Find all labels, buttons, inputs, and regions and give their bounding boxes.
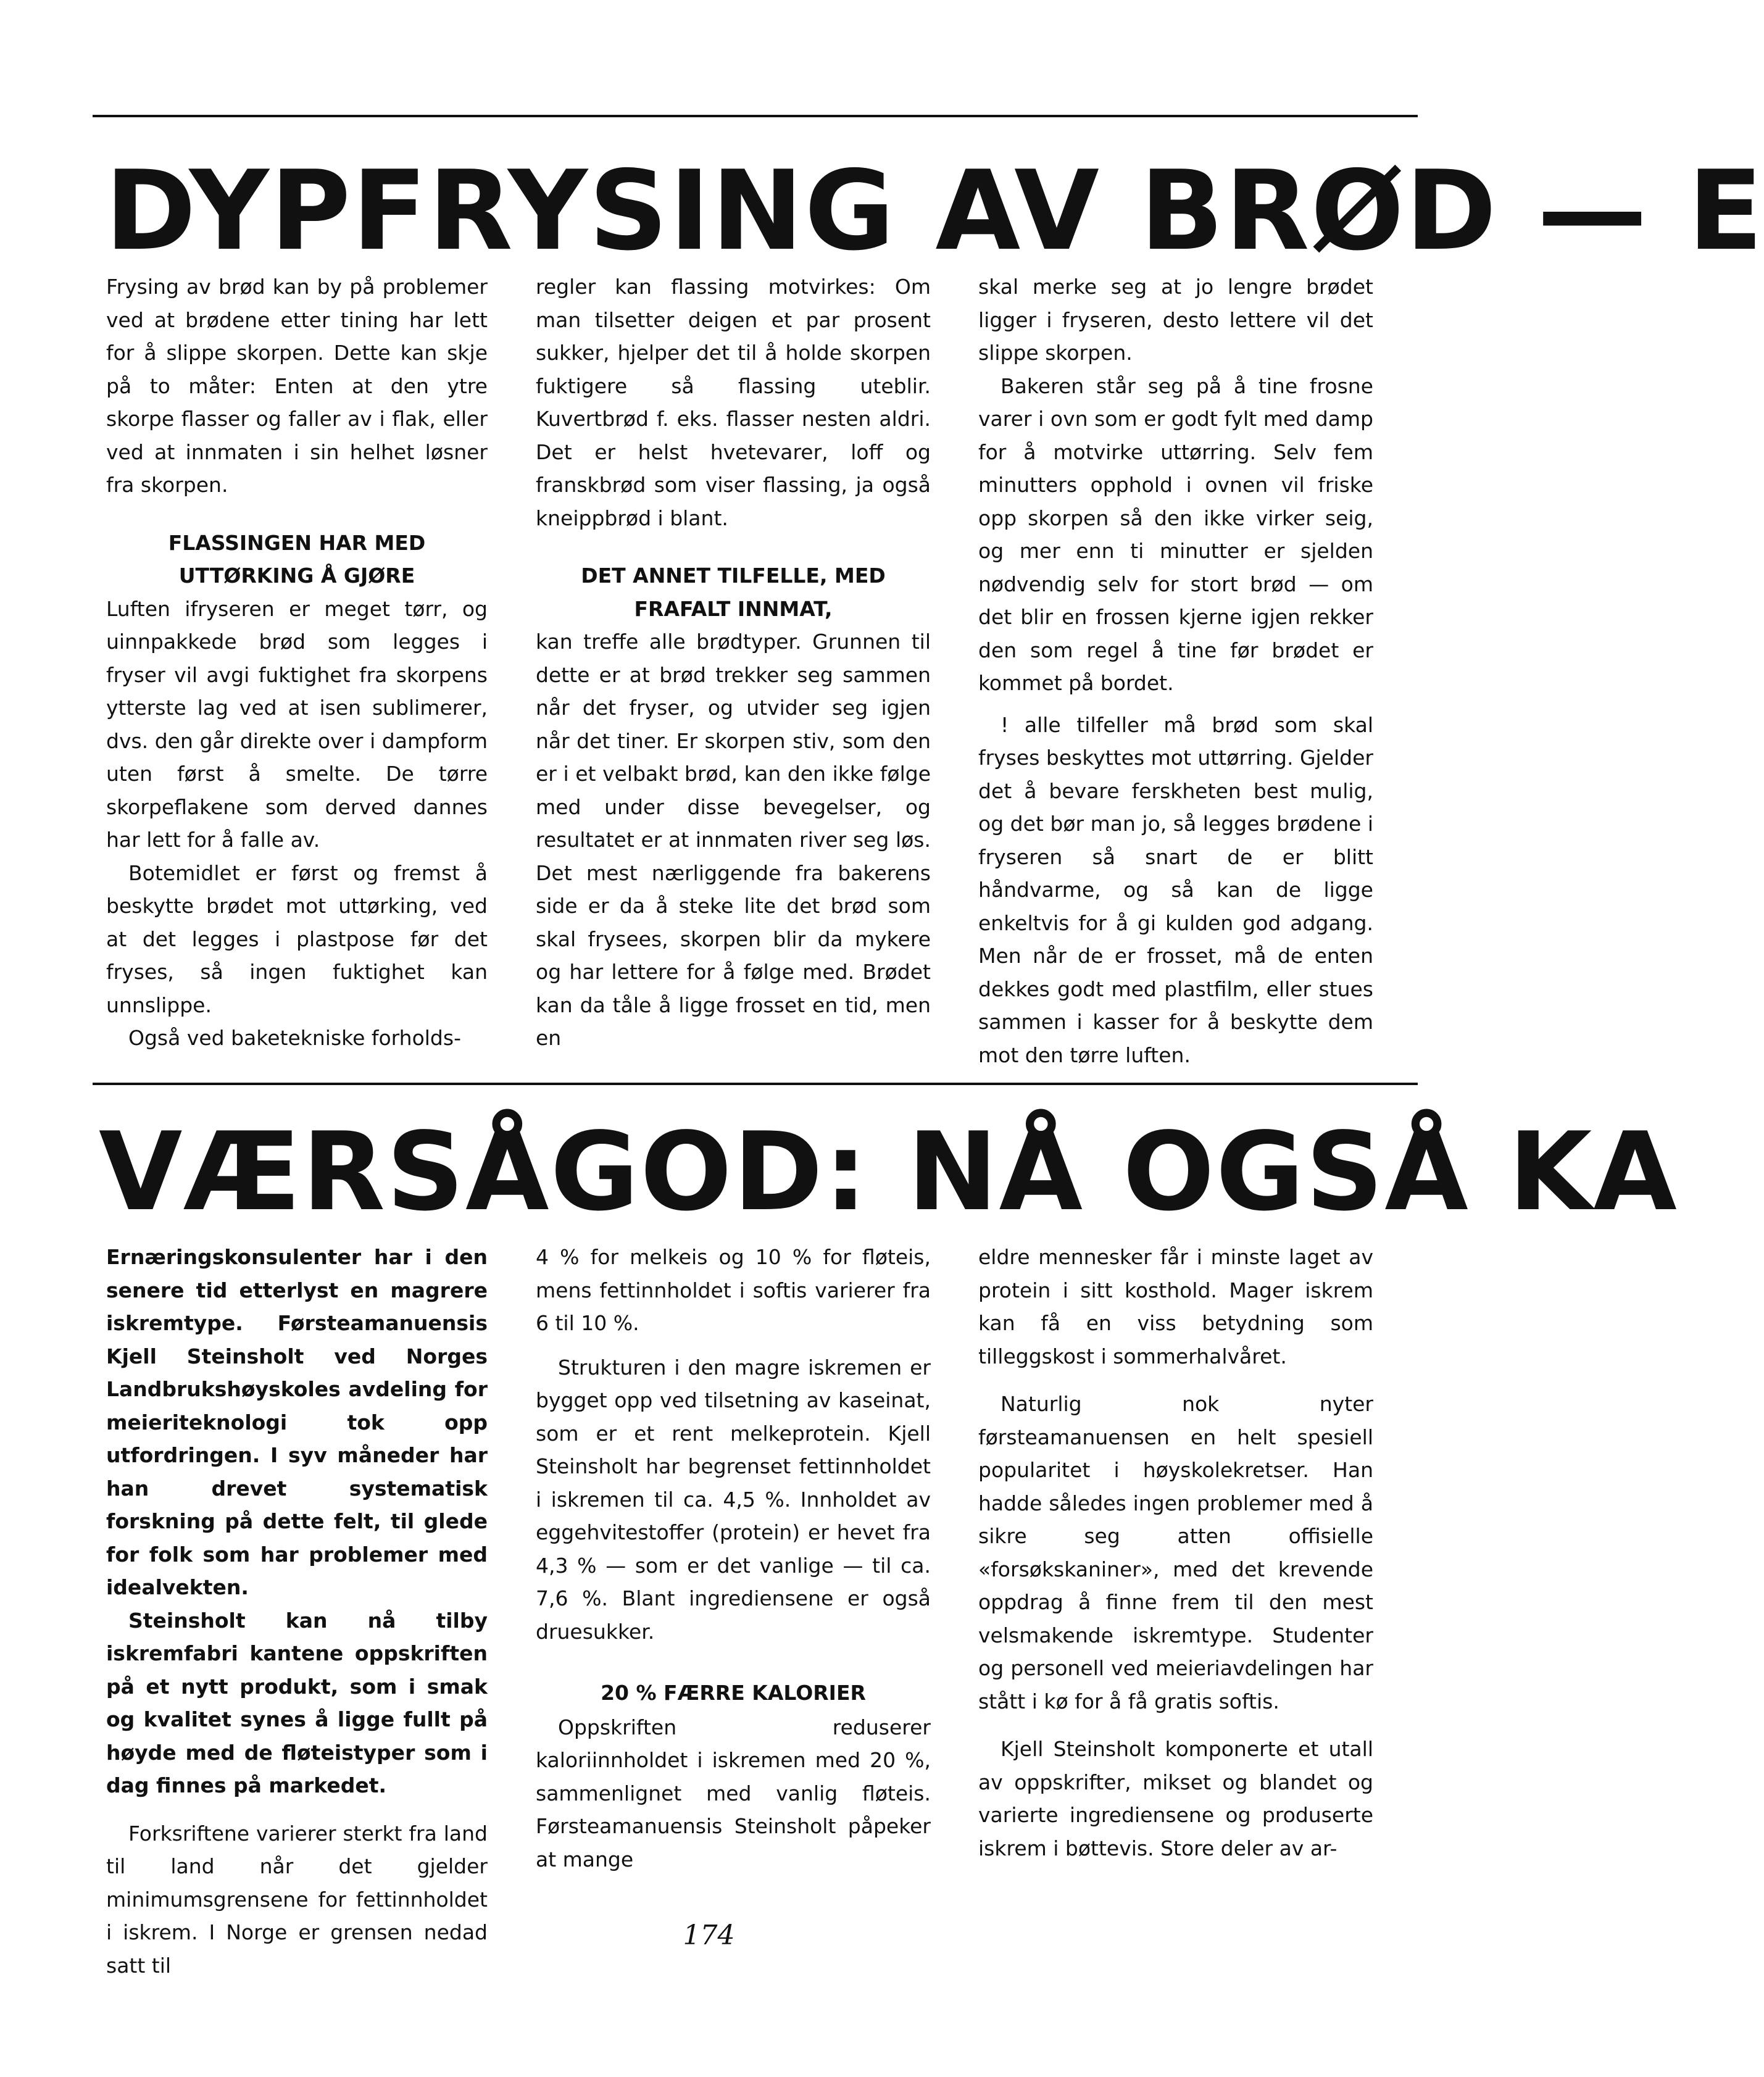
article2-col2-paragraph: Oppskriften reduserer kaloriinnholdet i iskremen med 20 %, sammenlignet med vanlig fløteis. Førsteamanuensis Steinsholt påpeker at mange bbox=[536, 1715, 931, 1871]
article2-subhead: 20 % FÆRRE KALORIER bbox=[601, 1681, 866, 1705]
top-rule bbox=[93, 115, 1418, 117]
article1-col2-paragraph: kan treffe alle brødtyper. Grunnen til dette er at brød trekker seg sammen når det fryser, og utvider seg igjen når det tiner. Er skorpen stiv, som den er i et velbakt brød, kan den ikke følge med under disse bevegelser, og resultatet er at innmaten river seg løs. Det mest nærliggende fra bakerens side er da å steke lite det brød som skal frysees, skorpen blir da mykere og har lettere for å følge med. Brødet kan da tåle å ligge frosset en tid, men en bbox=[536, 630, 931, 1050]
article1-subhead-2 bbox=[536, 559, 931, 625]
article1-subhead-1-line1: FLASSINGEN HAR MED bbox=[168, 530, 426, 555]
article2-col2-paragraph: Strukturen i den magre iskremen er bygget opp ved tilsetning av kaseinat, som er et rent melkeprotein. Kjell Steinsholt har begrenset fettinnholdet i iskremen til ca. 4,5 %. Innholdet av eggehvitestoffer (protein) er hevet fra 4,3 % — som er det vanlige — til ca. 7,6 %. Blant ingrediensene er også druesukker. bbox=[536, 1355, 931, 1644]
article1-column-3 bbox=[978, 270, 1373, 1072]
page-number: 174 bbox=[683, 1920, 735, 1951]
middle-rule bbox=[93, 1083, 1418, 1085]
article1-col2-paragraph: regler kan flassing motvirkes: Om man tilsetter deigen et par prosent sukker, hjelper det til å holde skorpen fuktigere så flassing uteblir. Kuvertbrød f. eks. flasser nesten aldri. Det er helst hvetevarer, loff og franskbrød som viser flassing, ja også kneippbrød i blant. bbox=[536, 275, 931, 530]
article1-col1-paragraph: Frysing av brød kan by på problemer ved at brødene etter tining har lett for å slippe skorpen. Dette kan skje på to måter: Enten at den ytre skorpe flasser og faller av i flak, eller ved at innmaten i sin helhet løsner fra skorpen. bbox=[106, 275, 488, 497]
article2-lead bbox=[106, 1241, 488, 1802]
article2-col2-paragraph: 4 % for melkeis og 10 % for fløteis, mens fettinnholdet i softis varierer fra 6 til 10 %. bbox=[536, 1245, 931, 1335]
article1-headline: DYPFRYSING AV BRØD — E bbox=[105, 147, 1764, 275]
article2-headline: VÆRSÅGOD: NÅ OGSÅ KA bbox=[99, 1110, 1678, 1235]
article2-column-3 bbox=[978, 1241, 1373, 1865]
article1-column-1 bbox=[106, 270, 488, 1055]
article1-col1-paragraph: Luften ifryseren er meget tørr, og uinnpakkede brød som legges i fryser vil avgi fuktighet fra skorpens ytterste lag ved at isen sublimerer, dvs. den går direkte over i dampform uten først å smelte. De tørre skorpeflakene som derved dannes har lett for å falle av. bbox=[106, 596, 488, 852]
article1-subhead-2-line1: DET ANNET TILFELLE, MED bbox=[581, 564, 886, 588]
article2-column-1 bbox=[106, 1241, 488, 1982]
article1-subhead-2-line2: FRAFALT INNMAT, bbox=[634, 596, 833, 621]
article2-column-2 bbox=[536, 1241, 931, 1876]
article2-lead-paragraph: Ernæringskonsulenter har i den senere tid etterlyst en magrere iskremtype. Førsteamanuensis Kjell Steinsholt ved Norges Landbrukshøyskoles avdeling for meieriteknologi tok opp utfordringen. I syv måneder har han drevet systematisk forskning på dette felt, til glede for folk som har problemer med idealvekten. bbox=[106, 1245, 488, 1599]
article1-column-2 bbox=[536, 270, 931, 1055]
article1-col1-paragraph: Botemidlet er først og fremst å beskytte brødet mot uttørking, ved at det legges i plastpose før det fryses, så ingen fuktighet kan unnslippe. bbox=[106, 860, 488, 1017]
article1-col1-paragraph: Også ved baketekniske forholds- bbox=[128, 1026, 461, 1050]
article2-col3-paragraph: Naturlig nok nyter førsteamanuensen en helt spesiell popularitet i høyskolekretser. Han hadde således ingen problemer med å sikre seg atten offisielle «forsøkskaniner», med det krevende oppdrag å finne frem til den mest velsmakende iskremtype. Studenter og personell ved meieriavdelingen har stått i kø for å få gratis softis. bbox=[978, 1392, 1373, 1713]
article1-subhead-1-line2: UTTØRKING Å GJØRE bbox=[178, 564, 415, 588]
article1-col3-paragraph: skal merke seg at jo lengre brødet ligger i fryseren, desto lettere vil det slippe skorpen. bbox=[978, 275, 1373, 365]
article2-col3-paragraph: Kjell Steinsholt komponerte et utall av oppskrifter, mikset og blandet og varierte ingrediensene og produserte iskrem i bøttevis. Store deler av ar- bbox=[978, 1737, 1373, 1860]
article1-subhead-1 bbox=[106, 527, 488, 593]
article1-col3-paragraph: Bakeren står seg på å tine frosne varer i ovn som er godt fylt med damp for å motvirke uttørring. Selv fem minutters opphold i ovnen vil friske opp skorpen så den ikke virker seig, og mer enn ti minutter er sjelden nødvendig selv for stort brød — om det blir en frossen kjerne igjen rekker den som regel å tine før brødet er kommet på bordet. bbox=[978, 373, 1373, 695]
article2-col3-paragraph: eldre mennesker får i minste laget av protein i sitt kosthold. Mager iskrem kan få en viss betydning som tilleggskost i sommerhalvåret. bbox=[978, 1245, 1373, 1368]
article2-col1-paragraph: Forksriftene varierer sterkt fra land til land når det gjelder minimumsgrensene for fettinnholdet i iskrem. I Norge er grensen nedad satt til bbox=[106, 1821, 488, 1978]
article2-lead-paragraph: Steinsholt kan nå tilby iskremfabri kantene oppskriften på et nytt produkt, som i smak og kvalitet synes å ligge fullt på høyde med de fløteistyper som i dag finnes på markedet. bbox=[106, 1608, 488, 1797]
article1-col3-paragraph: ! alle tilfeller må brød som skal fryses beskyttes mot uttørring. Gjelder det å bevare ferskheten best mulig, og det bør man jo, så legges brødene i fryseren så snart de er blitt håndvarme, og så kan de ligge enkeltvis for å gi kulden god adgang. Men når de er frosset, må de enten dekkes godt med plastfilm, eller stues sammen i kasser for å beskytte dem mot den tørre luften. bbox=[978, 712, 1374, 1067]
